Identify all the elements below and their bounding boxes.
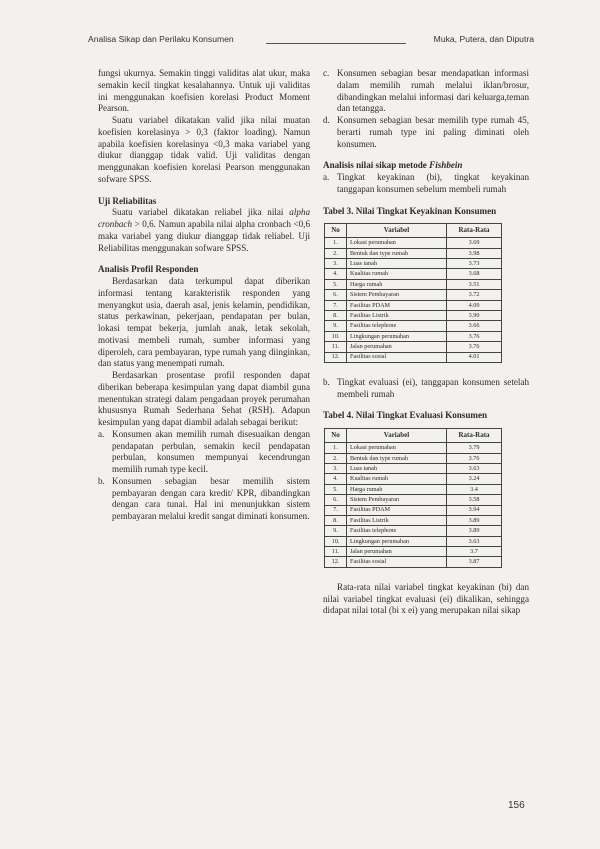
cell-rata-rata: 3.51 <box>447 279 502 289</box>
cell-rata-rata: 3.76 <box>447 342 502 352</box>
cell-variabel: Jalan perumahan <box>347 342 447 352</box>
cell-rata-rata: 3.87 <box>447 557 502 567</box>
cell-rata-rata: 3.90 <box>447 310 502 320</box>
cell-no: 1. <box>325 443 347 453</box>
table4-caption: Tabel 4. Nilai Tingkat Evaluasi Konsumen <box>323 410 488 421</box>
cell-variabel: Fasilitas sosial <box>347 557 447 567</box>
table-row <box>325 505 502 515</box>
cell-variabel: Kualitas rumah <box>347 269 447 279</box>
running-header <box>88 34 534 48</box>
cell-variabel: Kualitas rumah <box>347 474 447 484</box>
heading-reliabilitas: Uji Reliabilitas <box>98 195 157 206</box>
cell-variabel: Lingkungan perumahan <box>347 331 447 341</box>
cell-rata-rata: 3.58 <box>447 495 502 505</box>
cell-variabel: Lokasi perumahan <box>347 443 447 453</box>
cell-no: 3. <box>325 259 347 269</box>
cell-rata-rata: 3.89 <box>447 515 502 525</box>
table-row <box>325 331 502 341</box>
cell-no: 2. <box>325 453 347 463</box>
table-row <box>325 269 502 279</box>
table-row <box>325 300 502 310</box>
cell-no: 7. <box>325 300 347 310</box>
cell-variabel: Fasilitas PDAM <box>347 300 447 310</box>
table3-caption: Tabel 3. Nilai Tingkat Keyakinan Konsumen <box>323 205 497 216</box>
cell-variabel: Jalan perumahan <box>347 547 447 557</box>
left-column <box>98 68 310 523</box>
header-title: Analisa Sikap dan Perilaku Konsumen <box>88 34 234 44</box>
cell-rata-rata: 3.89 <box>447 526 502 536</box>
table-row <box>325 557 502 567</box>
cell-rata-rata: 3.79 <box>447 443 502 453</box>
table4-header-rata: Rata-Rata <box>447 429 502 443</box>
cell-variabel: Fasilitas Listrik <box>347 310 447 320</box>
table3-header-variabel: Variabel <box>347 224 447 238</box>
cell-rata-rata: 4.01 <box>447 352 502 362</box>
cell-no: 9. <box>325 321 347 331</box>
cell-rata-rata: 3.24 <box>447 474 502 484</box>
table3-header-no: No <box>325 224 347 238</box>
table-row <box>325 453 502 463</box>
cell-no: 6. <box>325 290 347 300</box>
table-row <box>325 290 502 300</box>
cell-variabel: Bentuk dan type rumah <box>347 453 447 463</box>
cell-no: 8. <box>325 515 347 525</box>
table-row <box>325 463 502 473</box>
paragraph-reliabilitas: Suatu variabel dikatakan reliabel jika nilai alpha cronbach > 0,6. Namun apabila nilai alpha cronbach <0,6 maka variabel yang diukur dianggap tidak reliabel. Uji Reliabilitas menggunakan sofware SPSS. <box>98 207 310 253</box>
cell-variabel: Harga rumah <box>347 279 447 289</box>
header-authors: Muka, Putera, dan Diputra <box>433 34 534 44</box>
heading-fishbein: Analisis nilai sikap metode Fishbein <box>323 160 463 171</box>
table-row <box>325 310 502 320</box>
list-item-d: d. Konsumen sebagian besar memilih type rumah 45, berarti rumah type ini paling diminati oleh konsumen. <box>323 115 529 149</box>
header-rule <box>266 43 406 44</box>
cell-no: 5. <box>325 279 347 289</box>
cell-variabel: Luas tanah <box>347 259 447 269</box>
cell-variabel: Fasilitas sosial <box>347 352 447 362</box>
table-row <box>325 536 502 546</box>
list-item-a: a. Konsumen akan memilih rumah disesuaikan dengan pendapatan perbulan, semakin kecil pendapatan perbulan, konsumen mempunyai kecendrungan memilih rumah type kecil. <box>98 428 310 474</box>
cell-no: 4. <box>325 269 347 279</box>
cell-variabel: Fasilitas telephone <box>347 321 447 331</box>
table-evaluasi <box>324 428 502 568</box>
alpha-cronbach-term: alpha cronbach <box>98 207 310 229</box>
table-keyakinan <box>324 223 502 363</box>
cell-variabel: Harga rumah <box>347 484 447 494</box>
table-row <box>325 321 502 331</box>
cell-no: 4. <box>325 474 347 484</box>
table-row <box>325 279 502 289</box>
cell-variabel: Lingkungan perumahan <box>347 536 447 546</box>
cell-no: 11. <box>325 547 347 557</box>
page-number: 156 <box>508 800 525 811</box>
table-row <box>325 352 502 362</box>
paragraph-nilai-sikap: Rata-rata nilai variabel tingkat keyakinan (bi) dan nilai variabel tingkat evaluasi (ei) dikalikan, sehingga didapat nilai total (bi x ei) yang merupakan nilai sikap <box>323 581 529 616</box>
paragraph-valid-criteria: Suatu variabel dikatakan valid jika nilai muatan koefisien korelasinya > 0,3 (faktor loading). Namun apabila koefisien korelasinya <0,3 maka variabel yang diukur dianggap tidak valid. Uji validitas dengan menggunakan koefisien korelasi Pearson menggunakan sofware SPSS. <box>98 115 310 184</box>
cell-variabel: Lokasi perumahan <box>347 238 447 248</box>
item-tingkat-evaluasi: b. Tingkat evaluasi (ei), tanggapan konsumen setelah membeli rumah <box>323 376 529 399</box>
cell-variabel: Sistem Pembayaran <box>347 495 447 505</box>
table4-header-no: No <box>325 429 347 443</box>
table3-header-rata: Rata-Rata <box>447 224 502 238</box>
cell-no: 9. <box>325 526 347 536</box>
cell-variabel: Fasilitas Listrik <box>347 515 447 525</box>
cell-no: 6. <box>325 495 347 505</box>
cell-no: 5. <box>325 484 347 494</box>
cell-rata-rata: 3.63 <box>447 463 502 473</box>
cell-rata-rata: 3.63 <box>447 536 502 546</box>
cell-no: 11. <box>325 342 347 352</box>
cell-variabel: Sistem Pembayaran <box>347 290 447 300</box>
cell-rata-rata: 3.7 <box>447 547 502 557</box>
cell-rata-rata: 3.76 <box>447 331 502 341</box>
cell-no: 1. <box>325 238 347 248</box>
cell-no: 10. <box>325 331 347 341</box>
cell-no: 7. <box>325 505 347 515</box>
cell-no: 12. <box>325 352 347 362</box>
table-row <box>325 484 502 494</box>
cell-variabel: Luas tanah <box>347 463 447 473</box>
cell-no: 2. <box>325 248 347 258</box>
cell-rata-rata: 3.76 <box>447 453 502 463</box>
table-row <box>325 259 502 269</box>
item-tingkat-keyakinan: a. Tingkat keyakinan (bi), tingkat keyakinan tanggapan konsumen sebelum membeli rumah <box>323 172 529 194</box>
table-row <box>325 443 502 453</box>
paragraph-validitas: fungsi ukurnya. Semakin tinggi validitas alat ukur, maka semakin kecil tingkat kesalahannya. Untuk uji validitas ini menggunakan koefisien korelasi Product Moment Pearson. <box>98 68 310 114</box>
table-row <box>325 342 502 352</box>
table-row <box>325 248 502 258</box>
cell-rata-rata: 3.94 <box>447 505 502 515</box>
table4-header-variabel: Variabel <box>347 429 447 443</box>
cell-rata-rata: 3.69 <box>447 238 502 248</box>
cell-no: 8. <box>325 310 347 320</box>
right-column <box>323 68 529 617</box>
table-row <box>325 515 502 525</box>
table-row <box>325 526 502 536</box>
heading-profil-responden: Analisis Profil Responden <box>98 264 199 275</box>
cell-rata-rata: 3.66 <box>447 321 502 331</box>
cell-rata-rata: 3.73 <box>447 259 502 269</box>
cell-variabel: Bentuk dan type rumah <box>347 248 447 258</box>
cell-rata-rata: 3.4 <box>447 484 502 494</box>
paragraph-profil: Berdasarkan data terkumpul dapat diberikan informasi tentang karakteristik responden yang menyangkut usia, daerah asal, jenis kelamin, pendidikan, status perkawinan, pekerjaan, pendapatan per bulan, lokasi tempat bekerja, jumlah anak, letak sekolah, motivasi membeli rumah, sumber informasi yang diperoleh, cara pembayaran, type rumah yang diinginkan, dan status yang menempati rumah. <box>98 276 310 369</box>
cell-rata-rata: 3.72 <box>447 290 502 300</box>
table-row <box>325 474 502 484</box>
paragraph-kesimpulan: Berdasarkan prosentase profil responden dapat diberikan beberapa kesimpulan yang dapat diambil guna menentukan strategi dalam pengadaan proyek perumahan khususnya Rumah Sederhana Sehat (RSH). Adapun kesimpulan yang dapat diambil adalah sebagai berikut: <box>98 370 310 427</box>
list-item-b: b. Konsumen sebagian besar memilih sistem pembayaran dengan cara kredit/ KPR, dibandingkan dengan cara tunai. Hal ini menunjukkan sistem pembayaran melalui kredit sangat diminati konsumen. <box>98 475 310 521</box>
cell-rata-rata: 3.98 <box>447 248 502 258</box>
table-row <box>325 495 502 505</box>
cell-rata-rata: 3.68 <box>447 269 502 279</box>
cell-no: 10. <box>325 536 347 546</box>
list-item-c: c. Konsumen sebagian besar mendapatkan informasi dalam memilih rumah melalui iklan/brosur, dibandingkan melalui informasi dari keluarga,teman dan tetangga. <box>323 68 529 114</box>
cell-variabel: Fasilitas PDAM <box>347 505 447 515</box>
cell-variabel: Fasilitas telephone <box>347 526 447 536</box>
table-row <box>325 238 502 248</box>
table-row <box>325 547 502 557</box>
cell-rata-rata: 4.09 <box>447 300 502 310</box>
cell-no: 12. <box>325 557 347 567</box>
cell-no: 3. <box>325 463 347 473</box>
